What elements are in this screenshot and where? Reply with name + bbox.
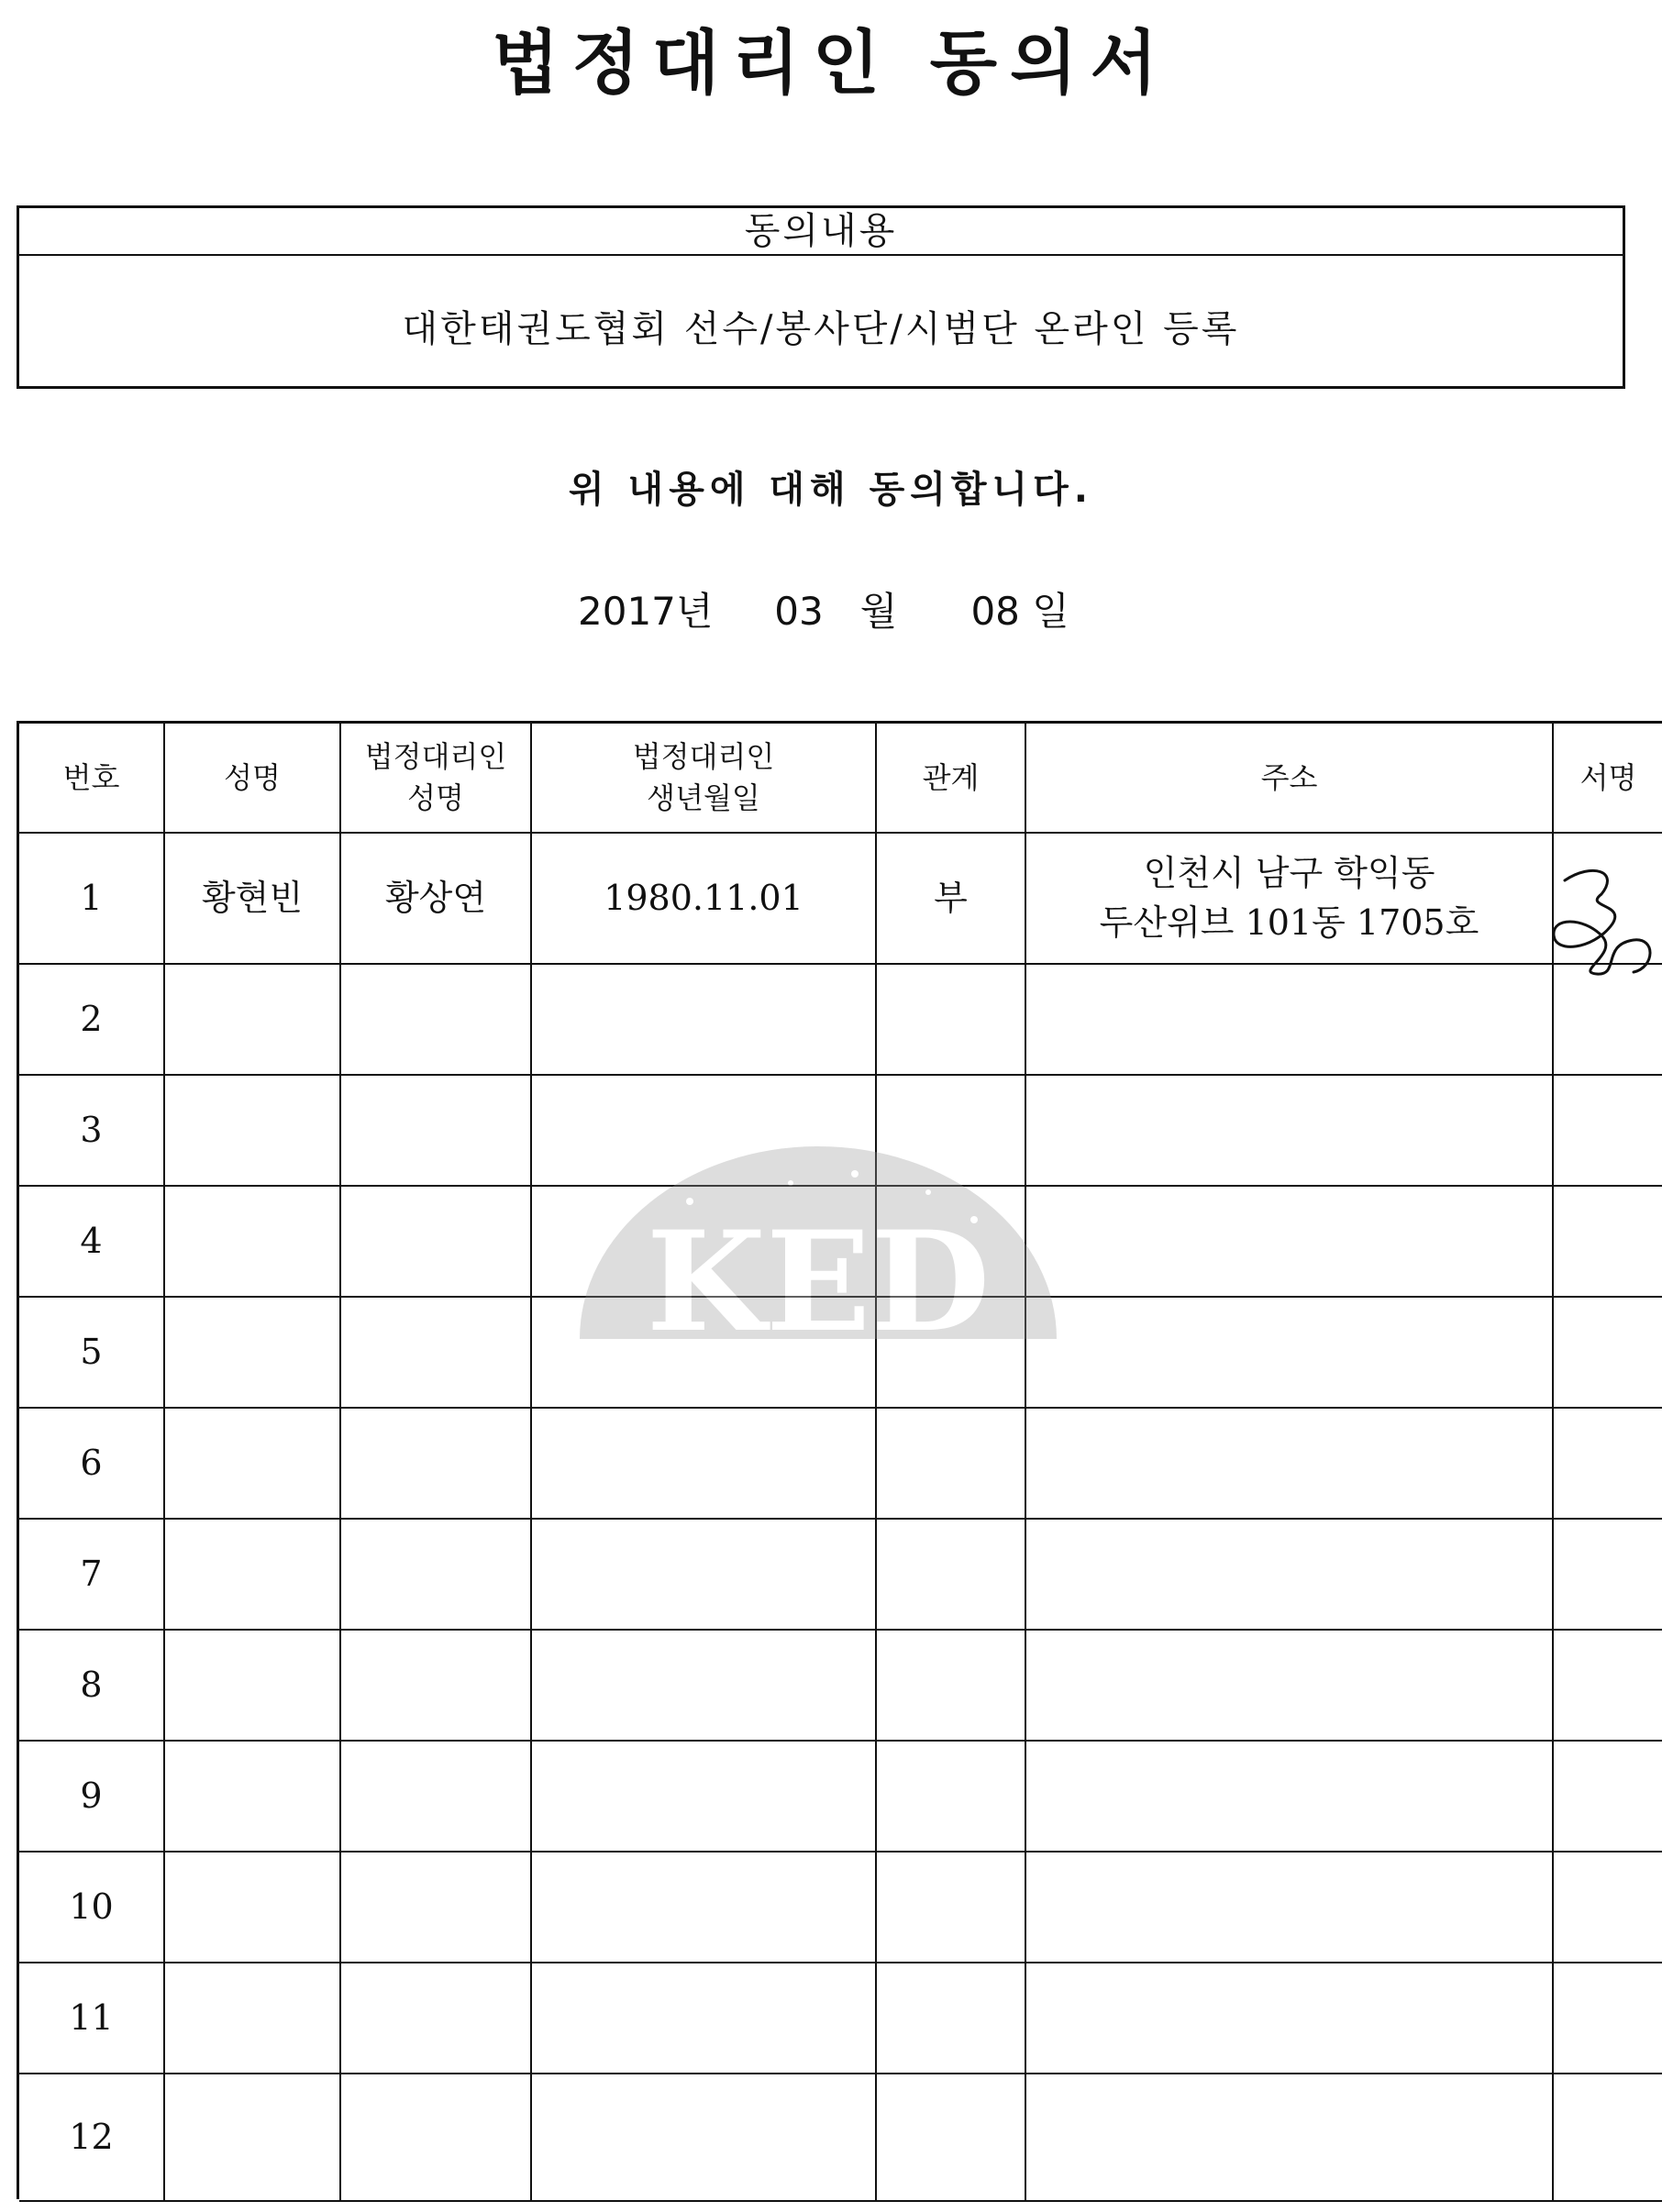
table-row-12-col-guardian-birthdate <box>532 2074 877 2202</box>
table-row-5-col-address <box>1026 1298 1554 1409</box>
table-row-5-col-signature <box>1554 1298 1662 1409</box>
table-row-3-col-guardian-name <box>341 1076 532 1187</box>
table-row-12-col-relation <box>877 2074 1026 2202</box>
table-row-2-col-guardian-name <box>341 965 532 1076</box>
table-row-2-col-name <box>165 965 341 1076</box>
table-row-3-col-number: 3 <box>19 1076 165 1187</box>
table-row-11-col-name <box>165 1963 341 2074</box>
header-col-number: 번호 <box>19 724 165 834</box>
table-row-12-col-number: 12 <box>19 2074 165 2202</box>
table-row-4-col-signature <box>1554 1187 1662 1298</box>
table-row-11-col-signature <box>1554 1963 1662 2074</box>
table-row-3-col-address <box>1026 1076 1554 1187</box>
table-row-3-col-signature <box>1554 1076 1662 1187</box>
table-row-8-col-number: 8 <box>19 1631 165 1742</box>
table-row-8-col-name <box>165 1631 341 1742</box>
table-row-2-col-address <box>1026 965 1554 1076</box>
table-row-3-col-name <box>165 1076 341 1187</box>
table-row-7-col-name <box>165 1520 341 1631</box>
table-row-4-col-number: 4 <box>19 1187 165 1298</box>
table-row-4-col-address <box>1026 1187 1554 1298</box>
table-row-8-col-signature <box>1554 1631 1662 1742</box>
table-row-8-col-guardian-birthdate <box>532 1631 877 1742</box>
table-row-6-col-guardian-birthdate <box>532 1409 877 1520</box>
table-row-6-col-relation <box>877 1409 1026 1520</box>
table-row-5-col-relation <box>877 1298 1026 1409</box>
table-row-2-col-signature <box>1554 965 1662 1076</box>
consent-header: 동의내용 <box>19 208 1623 256</box>
table-row-4-col-relation <box>877 1187 1026 1298</box>
header-col-guardian-name: 법정대리인 성명 <box>341 724 532 834</box>
table-row-7-col-number: 7 <box>19 1520 165 1631</box>
table-row-9-col-signature <box>1554 1742 1662 1853</box>
table-row-2-col-relation <box>877 965 1026 1076</box>
table-row-12-col-name <box>165 2074 341 2202</box>
table-row-12-col-signature <box>1554 2074 1662 2202</box>
table-row-11-col-address <box>1026 1963 1554 2074</box>
table-row-2-col-number: 2 <box>19 965 165 1076</box>
table-row-4-col-guardian-birthdate <box>532 1187 877 1298</box>
table-row-8-col-guardian-name <box>341 1631 532 1742</box>
header-col-signature: 서명 <box>1554 724 1662 834</box>
table-row-8-col-relation <box>877 1631 1026 1742</box>
table-row-9-col-number: 9 <box>19 1742 165 1853</box>
table-row-1-col-guardian-birthdate: 1980.11.01 <box>532 834 877 965</box>
table-row-12-col-address <box>1026 2074 1554 2202</box>
table-row-11-col-guardian-birthdate <box>532 1963 877 2074</box>
table-row-6-col-signature <box>1554 1409 1662 1520</box>
table-row-9-col-relation <box>877 1742 1026 1853</box>
table-row-5-col-name <box>165 1298 341 1409</box>
handwritten-signature <box>1546 853 1662 981</box>
table-row-7-col-address <box>1026 1520 1554 1631</box>
agreement-statement: 위 내용에 대해 동의합니다. <box>568 469 1093 511</box>
table-row-5-col-number: 5 <box>19 1298 165 1409</box>
table-row-1-col-number: 1 <box>19 834 165 965</box>
table-row-7-col-guardian-name <box>341 1520 532 1631</box>
table-row-12-col-guardian-name <box>341 2074 532 2202</box>
table-row-4-col-name <box>165 1187 341 1298</box>
table-row-11-col-number: 11 <box>19 1963 165 2074</box>
table-row-10-col-guardian-birthdate <box>532 1853 877 1963</box>
header-col-relation: 관계 <box>877 724 1026 834</box>
table-row-3-col-relation <box>877 1076 1026 1187</box>
consent-date <box>578 581 1069 636</box>
header-col-guardian-birthdate: 법정대리인 생년월일 <box>532 724 877 834</box>
table-row-8-col-address <box>1026 1631 1554 1742</box>
table-row-10-col-name <box>165 1853 341 1963</box>
table-row-1-col-name: 황현빈 <box>165 834 341 965</box>
table-row-9-col-address <box>1026 1742 1554 1853</box>
table-row-3-col-guardian-birthdate <box>532 1076 877 1187</box>
header-col-address: 주소 <box>1026 724 1554 834</box>
table-row-10-col-address <box>1026 1853 1554 1963</box>
table-row-7-col-guardian-birthdate <box>532 1520 877 1631</box>
date-day: 08 <box>970 589 1020 634</box>
header-col-name: 성명 <box>165 724 341 834</box>
consent-content-box <box>17 205 1625 389</box>
table-row-4-col-guardian-name <box>341 1187 532 1298</box>
table-row-11-col-relation <box>877 1963 1026 2074</box>
svg-text:KED: KED <box>646 1201 991 1363</box>
table-row-11-col-guardian-name <box>341 1963 532 2074</box>
document-title: 법정대리인 동의서 <box>492 22 1170 104</box>
table-row-10-col-relation <box>877 1853 1026 1963</box>
guardian-table <box>17 721 1662 2199</box>
consent-text: 대한태권도협회 선수/봉사단/시범단 온라인 등록 <box>402 308 1240 350</box>
table-row-10-col-guardian-name <box>341 1853 532 1963</box>
table-row-6-col-guardian-name <box>341 1409 532 1520</box>
table-row-1-col-address: 인천시 남구 학익동 두산위브 101동 1705호 <box>1026 834 1554 965</box>
date-year: 2017 <box>578 589 676 634</box>
table-row-9-col-guardian-name <box>341 1742 532 1853</box>
table-row-1-col-guardian-name: 황상연 <box>341 834 532 965</box>
table-row-7-col-signature <box>1554 1520 1662 1631</box>
table-row-6-col-address <box>1026 1409 1554 1520</box>
table-row-5-col-guardian-birthdate <box>532 1298 877 1409</box>
date-month-unit: 월 <box>859 589 898 634</box>
date-day-unit: 일 <box>1032 589 1069 634</box>
table-row-5-col-guardian-name <box>341 1298 532 1409</box>
date-year-unit: 년 <box>675 589 714 634</box>
table-row-1-col-relation: 부 <box>877 834 1026 965</box>
table-row-9-col-name <box>165 1742 341 1853</box>
table-row-6-col-name <box>165 1409 341 1520</box>
table-row-2-col-guardian-birthdate <box>532 965 877 1076</box>
date-month: 03 <box>774 589 824 634</box>
table-row-7-col-relation <box>877 1520 1026 1631</box>
table-row-10-col-signature <box>1554 1853 1662 1963</box>
table-row-6-col-number: 6 <box>19 1409 165 1520</box>
table-row-9-col-guardian-birthdate <box>532 1742 877 1853</box>
table-row-10-col-number: 10 <box>19 1853 165 1963</box>
